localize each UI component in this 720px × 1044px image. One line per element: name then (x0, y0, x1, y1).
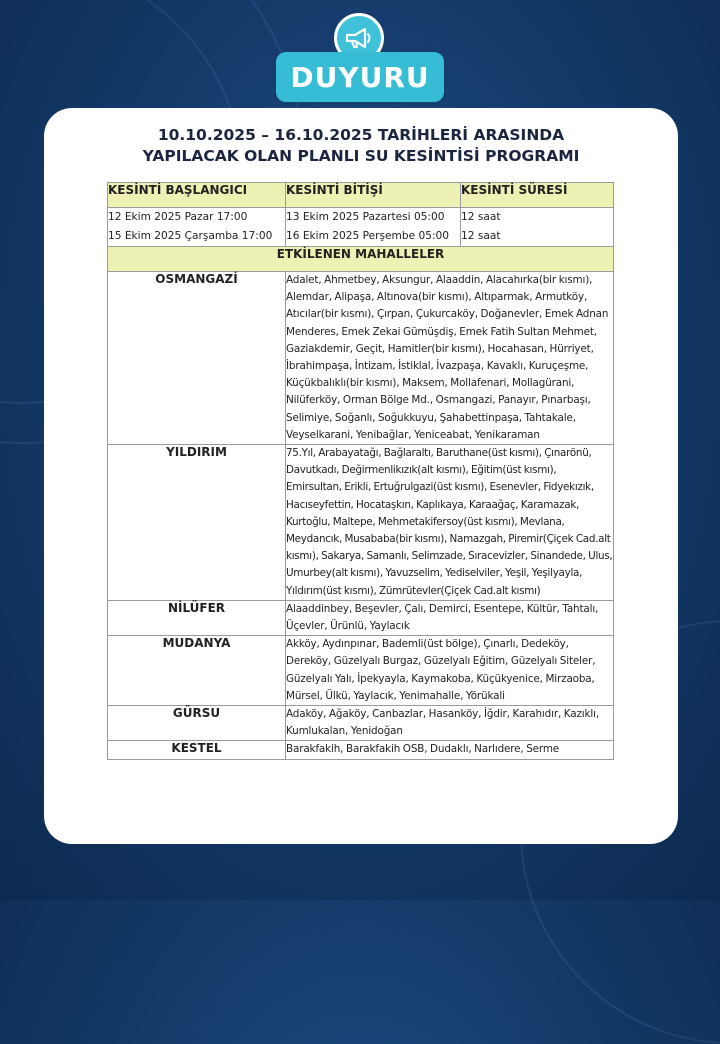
district-name: MUDANYA (108, 636, 286, 706)
page-title (44, 125, 678, 167)
start-cell (108, 208, 286, 247)
district-row (108, 706, 614, 741)
column-header-duration: KESİNTİ SÜRESİ (461, 183, 614, 208)
district-neighborhoods: Adaköy, Ağaköy, Canbazlar, Hasanköy, İğdir, Karahıdır, Kazıklı, Kumlukalan, Yenidoğan (286, 706, 614, 741)
end-cell (286, 208, 461, 247)
district-row (108, 741, 614, 759)
district-row (108, 445, 614, 601)
district-neighborhoods: 75.Yıl, Arabayatağı, Bağlaraltı, Baruthane(üst kısmı), Çınarönü, Davutkadı, Değirmenlikızık(alt kısmı), Eğitim(üst kısmı), Emirsultan, Erikli, Ertuğrulgazi(üst kısmı), Esenevler, Fidyekızık, Hacıseyfettin, Hocataşkın, Kaplıkaya, Karaağaç, Karamazak, Kurtoğlu, Maltepe, Mehmetakifersoy(üst kısmı), Mevlana, Meydancık, Musababa(bir kısmı), Namazgah, Piremir(Çiçek Cad.alt kısmı), Sakarya, Samanlı, Selimzade, Sıracevizler, Sinandede, Ulus, Umurbey(alt kısmı), Yavuzselim, Yediselviler, Yeşil, Yeşilyayla, Yıldırım(üst kısmı), Zümrütevler(Çiçek Cad.alt kısmı) (286, 445, 614, 601)
schedule-header-row (108, 183, 614, 208)
duration: 12 saat (461, 211, 501, 223)
district-neighborhoods: Akköy, Aydınpınar, Bademli(üst bölge), Çınarlı, Dedeköy, Dereköy, Güzelyalı Burgaz, Güzelyalı Eğitim, Güzelyalı Siteler, Güzelyalı Yalı, İpekyayla, Kaymakoba, Küçükyenice, Mirzaoba, Mürsel, Ülkü, Yaylacık, Yenimahalle, Yörükali (286, 636, 614, 706)
district-row (108, 600, 614, 635)
start-time: 12 Ekim 2025 Pazar 17:00 (108, 211, 248, 223)
duration-cell (461, 208, 614, 247)
column-header-end: KESİNTİ BİTİŞİ (286, 183, 461, 208)
district-neighborhoods: Adalet, Ahmetbey, Aksungur, Alaaddin, Alacahırka(bir kısmı), Alemdar, Alipaşa, Altınova(bir kısmı), Altıparmak, Armutköy, Atıcılar(bir kısmı), Çırpan, Çukurcaköy, Doğanevler, Emek Adnan Menderes, Emek Zekai Gümüşdiş, Emek Fatih Sultan Mehmet, Gaziakdemir, Geçit, Hamitler(bir kısmı), Hocahasan, Hürriyet, İbrahimpaşa, İntizam, İstiklal, İvazpaşa, Kavaklı, Kuruçeşme, Küçükbalıklı(bir kısmı), Maksem, Mollafenari, Mollagürani, Nilüferköy, Orman Bölge Md., Osmangazi, Panayır, Pınarbaşı, Selimiye, Soğanlı, Soğukkuyu, Şahabettinpaşa, Tahtakale, Veyselkarani, Yenibağlar, Yeniceabat, Yenikaraman (286, 272, 614, 445)
announcement-badge: DUYURU (276, 52, 444, 102)
start-time: 15 Ekim 2025 Çarşamba 17:00 (108, 230, 273, 242)
outage-table (107, 182, 614, 760)
district-row (108, 636, 614, 706)
affected-title: ETKİLENEN MAHALLELER (108, 247, 614, 272)
duration: 12 saat (461, 230, 501, 242)
district-name: OSMANGAZİ (108, 272, 286, 445)
end-time: 16 Ekim 2025 Perşembe 05:00 (286, 230, 450, 242)
district-name: GÜRSU (108, 706, 286, 741)
district-row (108, 272, 614, 445)
district-name: YILDIRIM (108, 445, 286, 601)
affected-header-row (108, 247, 614, 272)
district-name: KESTEL (108, 741, 286, 759)
district-neighborhoods: Barakfakih, Barakfakih OSB, Dudaklı, Narlıdere, Serme (286, 741, 614, 759)
district-name: NİLÜFER (108, 600, 286, 635)
end-time: 13 Ekim 2025 Pazartesi 05:00 (286, 211, 445, 223)
title-line-1: 10.10.2025 – 16.10.2025 TARİHLERİ ARASINDA (157, 126, 565, 144)
column-header-start: KESİNTİ BAŞLANGICI (108, 183, 286, 208)
announcement-card (44, 108, 678, 844)
schedule-row (108, 208, 614, 247)
title-line-2: YAPILACAK OLAN PLANLI SU KESİNTİSİ PROGRAMI (142, 147, 580, 165)
district-neighborhoods: Alaaddinbey, Beşevler, Çalı, Demirci, Esentepe, Kültür, Tahtalı, Üçevler, Ürünlü, Yaylacık (286, 600, 614, 635)
